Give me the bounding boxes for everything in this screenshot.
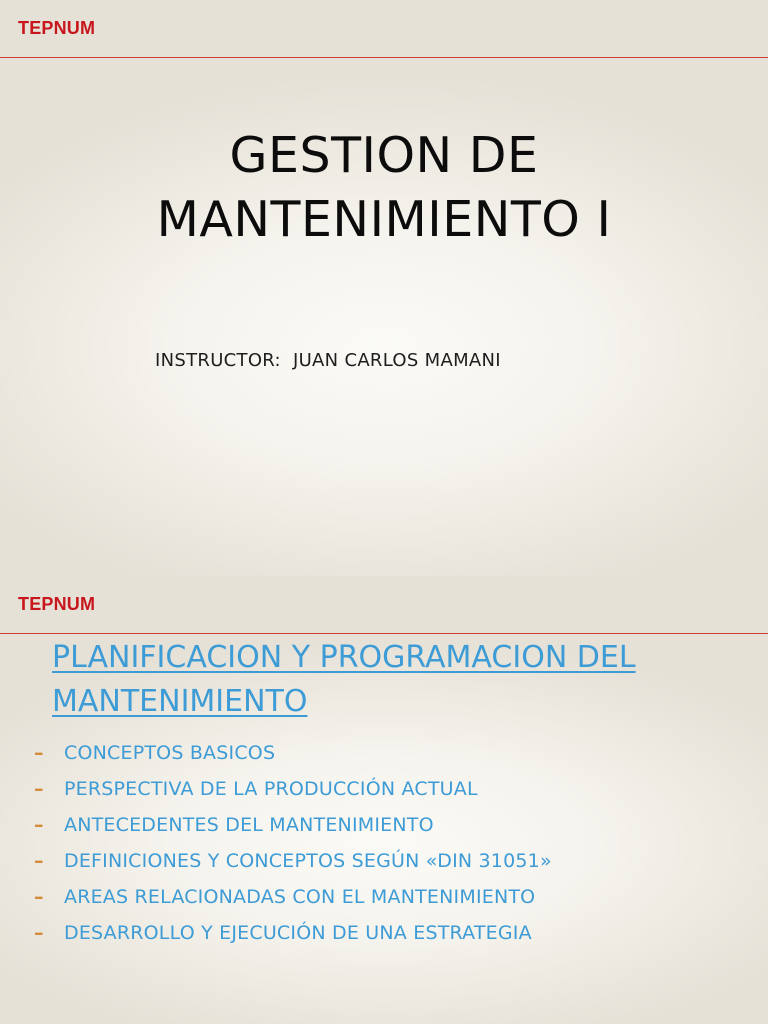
bullet-dash-icon: – — [34, 778, 44, 800]
bullet-dash-icon: – — [34, 886, 44, 908]
title-line-2: MANTENIMIENTO I — [156, 191, 612, 248]
heading-line-1: PLANIFICACION Y PROGRAMACION DEL — [52, 640, 636, 675]
list-item-text: DEFINICIONES Y CONCEPTOS SEGÚN «DIN 31051» — [64, 850, 552, 872]
list-item-text: AREAS RELACIONADAS CON EL MANTENIMIENTO — [64, 886, 536, 908]
presentation-title — [0, 124, 768, 252]
list-item — [34, 922, 552, 958]
content-slide — [0, 576, 768, 1024]
list-item — [34, 886, 552, 922]
tepnum-logo: TEPNUM — [18, 18, 96, 38]
title-line-1: GESTION DE — [229, 127, 539, 184]
list-item-text: DESARROLLO Y EJECUCIÓN DE UNA ESTRATEGIA — [64, 922, 532, 944]
header-rule — [0, 633, 768, 634]
bullet-dash-icon: – — [34, 814, 44, 836]
list-item-text: ANTECEDENTES DEL MANTENIMIENTO — [64, 814, 434, 836]
list-item — [34, 778, 552, 814]
list-item — [34, 850, 552, 886]
bullet-dash-icon: – — [34, 742, 44, 764]
bullet-dash-icon: – — [34, 850, 44, 872]
bullet-dash-icon: – — [34, 922, 44, 944]
topic-list — [34, 742, 552, 958]
section-heading — [52, 636, 752, 724]
list-item-text: PERSPECTIVA DE LA PRODUCCIÓN ACTUAL — [64, 778, 478, 800]
list-item — [34, 742, 552, 778]
header-rule — [0, 57, 768, 58]
tepnum-logo: TEPNUM — [18, 594, 96, 614]
instructor-label: INSTRUCTOR: JUAN CARLOS MAMANI — [155, 350, 501, 371]
list-item — [34, 814, 552, 850]
list-item-text: CONCEPTOS BASICOS — [64, 742, 276, 764]
heading-line-2: MANTENIMIENTO — [52, 684, 308, 719]
